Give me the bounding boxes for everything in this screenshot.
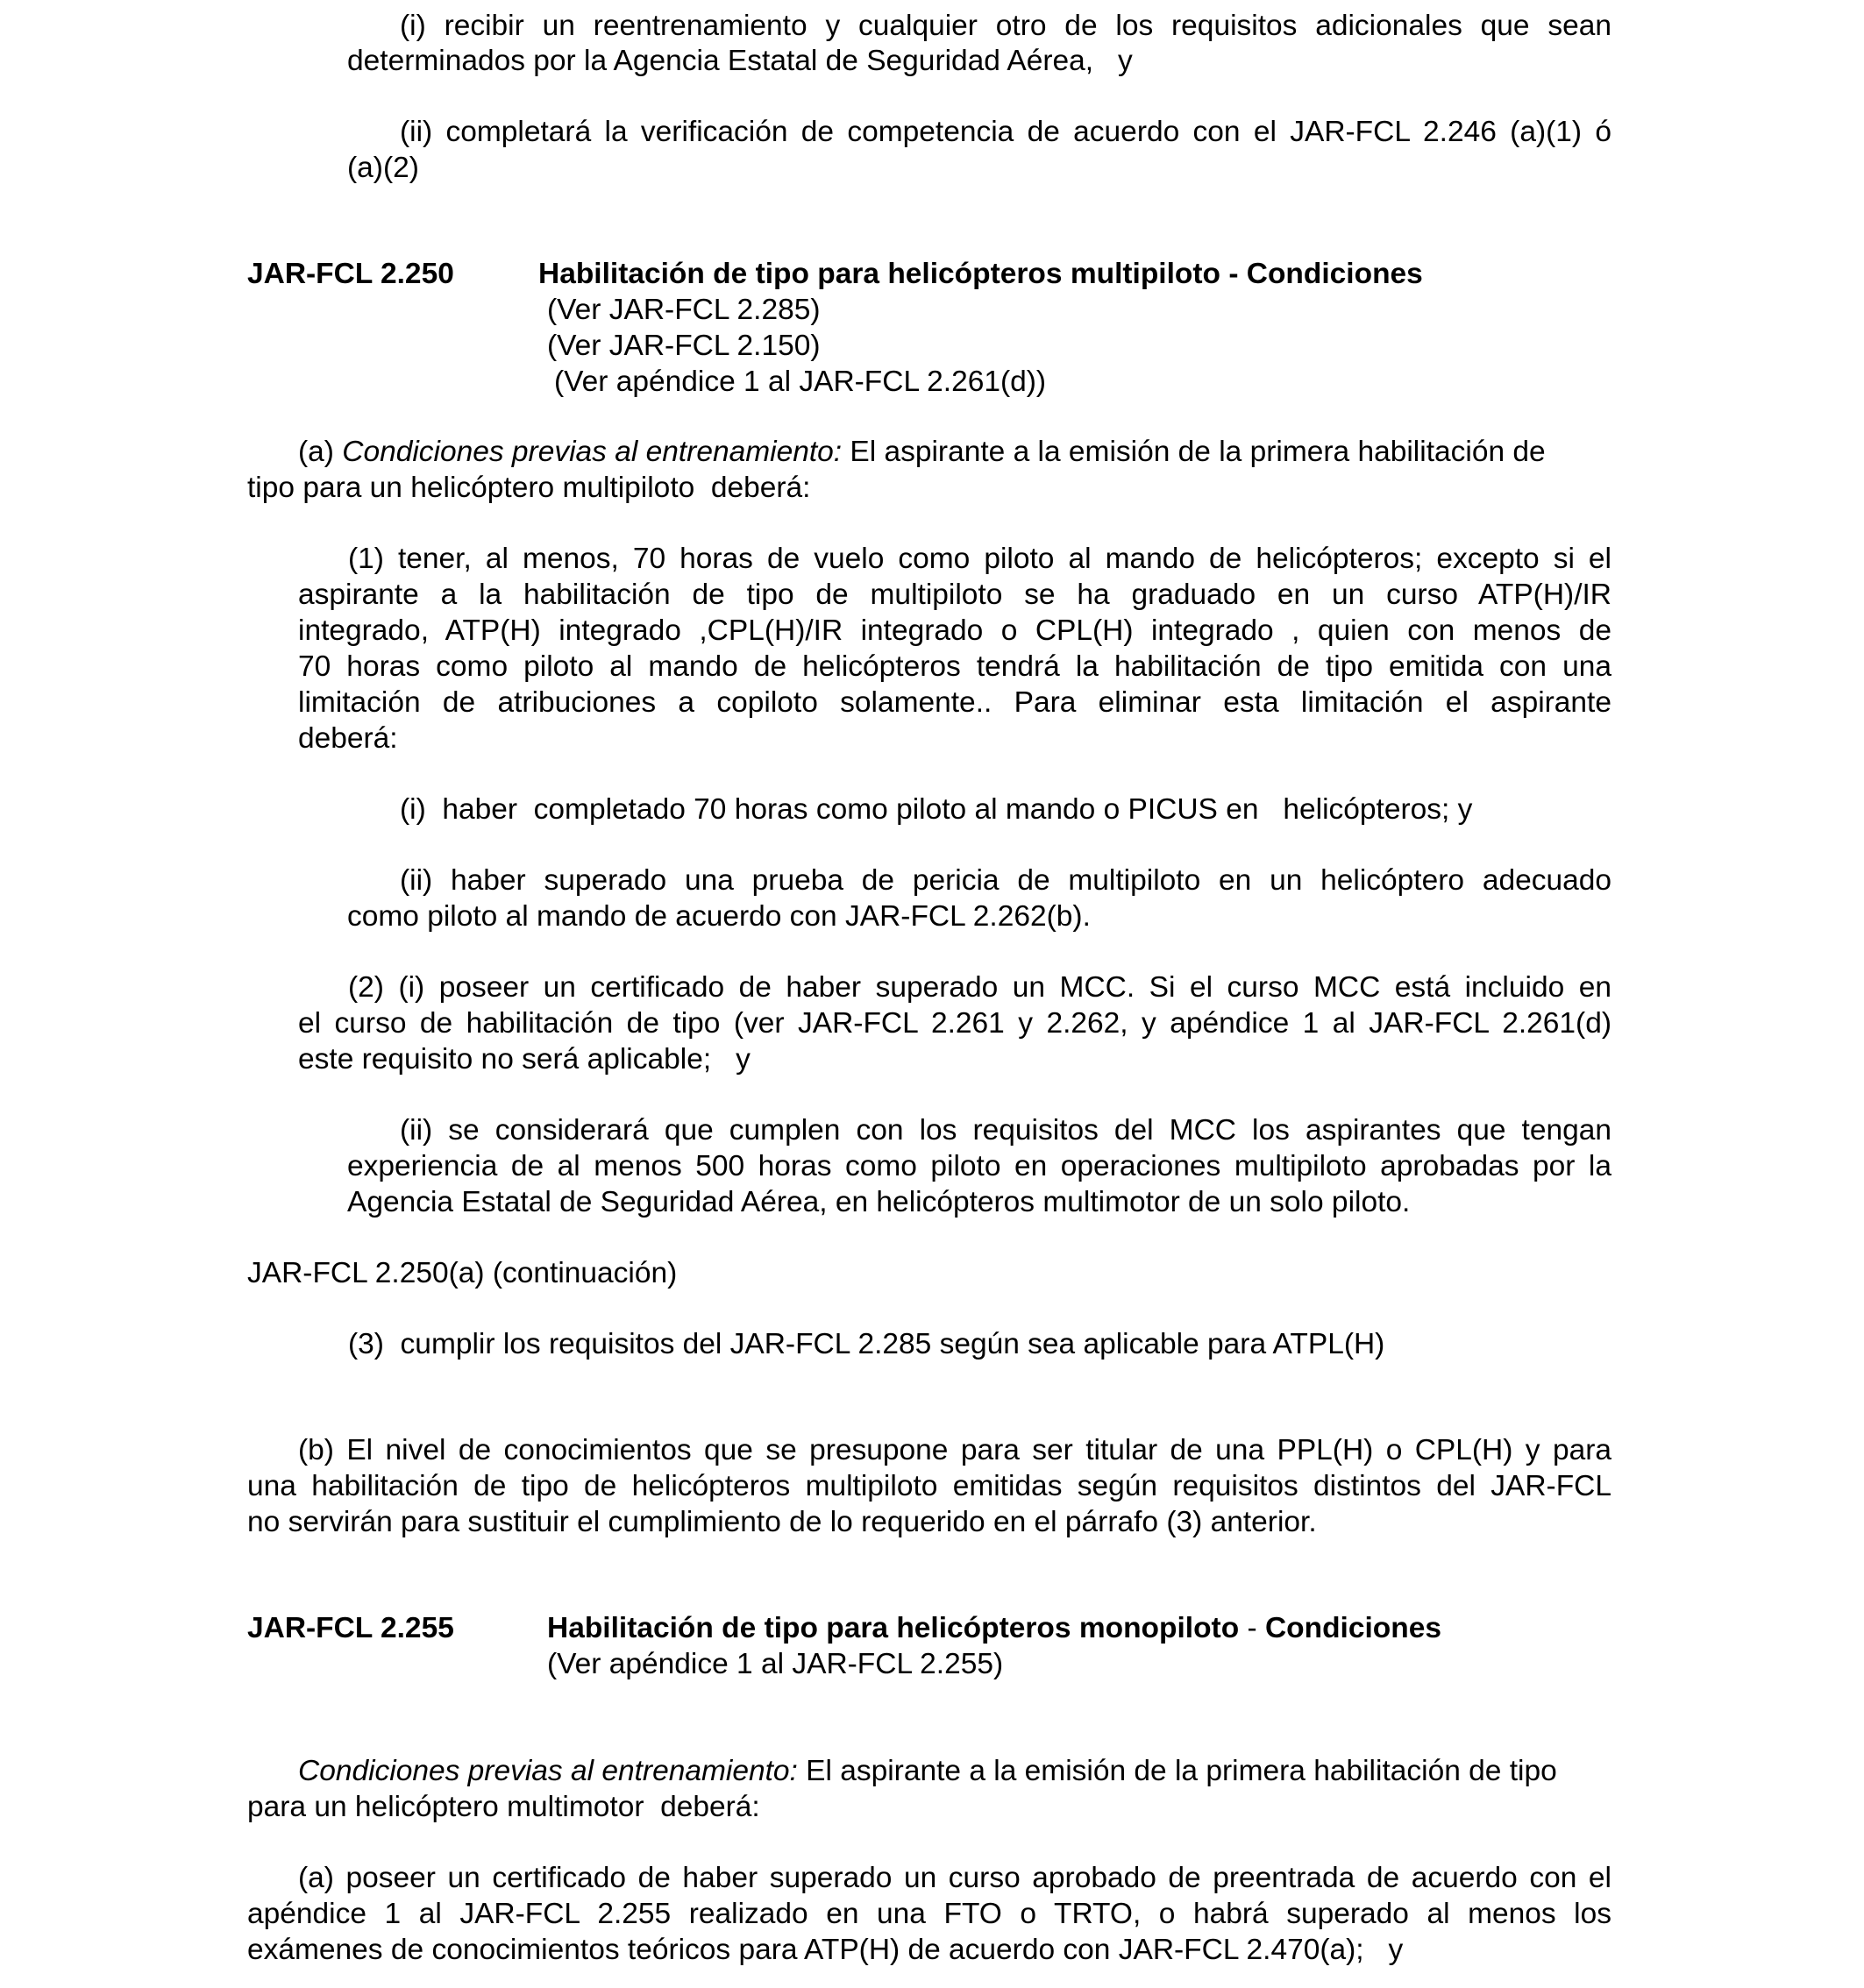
item-1-ii-line1: (ii) haber superado una prueba de pericia de multipiloto en un helicóptero adecuado — [400, 864, 1611, 897]
item-2-line: este requisito no será aplicable; y — [298, 1043, 751, 1076]
para-a-line2: tipo para un helicóptero multipiloto deberá: — [247, 472, 811, 504]
item-1-line: integrado, ATP(H) integrado ,CPL(H)/IR integrado o CPL(H) integrado , quien con menos de — [298, 614, 1611, 647]
s255-item-a-line: (a) poseer un certificado de haber superado un curso aprobado de preentrada de acuerdo con el — [298, 1862, 1611, 1894]
item-2-ii-line: (ii) se considerará que cumplen con los requisitos del MCC los aspirantes que tengan — [400, 1114, 1611, 1147]
item-1-line: aspirante a la habilitación de tipo de multipiloto se ha graduado en un curso ATP(H)/IR — [298, 579, 1611, 611]
continuation-header: JAR-FCL 2.250(a) (continuación) — [247, 1257, 678, 1289]
intro-line2: para un helicóptero multimotor deberá: — [247, 1791, 760, 1823]
prev-item-i-line2: determinados por la Agencia Estatal de Seguridad Aérea, y — [347, 45, 1133, 77]
item-2-ii-line: experiencia de al menos 500 horas como piloto en operaciones multipiloto aprobadas por la — [347, 1150, 1611, 1182]
para-a-italic-heading: Condiciones previas al entrenamiento: — [342, 436, 843, 468]
item-1-line: (1) tener, al menos, 70 horas de vuelo como piloto al mando de helicópteros; excepto si el — [348, 543, 1611, 575]
prev-item-i-line1: (i) recibir un reentrenamiento y cualquier otro de los requisitos adicionales que sean — [400, 10, 1611, 42]
item-1-i: (i) haber completado 70 horas como piloto al mando o PICUS en helicópteros; y — [400, 793, 1473, 826]
prev-item-ii-line1: (ii) completará la verificación de competencia de acuerdo con el JAR-FCL 2.246 (a)(1) ó — [400, 116, 1611, 148]
section-ref-appendix-2-261d: (Ver apéndice 1 al JAR-FCL 2.261(d)) — [554, 366, 1047, 398]
para-b-line: no servirán para sustituir el cumplimiento de lo requerido en el párrafo (3) anterior. — [247, 1506, 1317, 1538]
item-1-line: 70 horas como piloto al mando de helicópteros tendrá la habilitación de tipo emitida con una — [298, 650, 1611, 683]
para-b-line: una habilitación de tipo de helicópteros multipiloto emitidas según requisitos distintos del JAR-FCL — [247, 1470, 1611, 1502]
item-2-line: el curso de habilitación de tipo (ver JAR-FCL 2.261 y 2.262, y apéndice 1 al JAR-FCL 2.261(d) — [298, 1007, 1611, 1040]
section-ref-2-150: (Ver JAR-FCL 2.150) — [547, 330, 821, 362]
item-2-ii-line: Agencia Estatal de Seguridad Aérea, en helicópteros multimotor de un solo piloto. — [347, 1186, 1411, 1218]
section-ref-appendix-2-255: (Ver apéndice 1 al JAR-FCL 2.255) — [547, 1648, 1004, 1680]
section-title-2-255-end: Condiciones — [1264, 1612, 1441, 1644]
intro-italic-heading: Condiciones previas al entrenamiento: — [298, 1755, 798, 1787]
para-b-line: (b) El nivel de conocimientos que se presupone para ser titular de una PPL(H) o CPL(H) y para — [298, 1434, 1611, 1466]
item-3: (3) cumplir los requisitos del JAR-FCL 2.285 según sea aplicable para ATPL(H) — [348, 1328, 1385, 1360]
intro-text: El aspirante a la emisión de la primera habilitación de tipo — [797, 1755, 1557, 1787]
para-a-line1 — [298, 435, 1546, 470]
prev-item-ii-line2: (a)(2) — [347, 152, 419, 184]
s255-item-a-line: apéndice 1 al JAR-FCL 2.255 realizado en una FTO o TRTO, o habrá superado al menos los — [247, 1898, 1611, 1930]
section-title-2-255-sep: - — [1239, 1612, 1265, 1644]
section-title-2-255 — [547, 1611, 1441, 1646]
s255-item-a-line: exámenes de conocimientos teóricos para ATP(H) de acuerdo con JAR-FCL 2.470(a); y — [247, 1934, 1404, 1966]
para-a-text: El aspirante a la emisión de la primera habilitación de — [842, 436, 1546, 468]
section-title-2-255-main: Habilitación de tipo para helicópteros monopiloto — [547, 1612, 1240, 1644]
section-ref-2-285: (Ver JAR-FCL 2.285) — [547, 294, 821, 326]
item-2-line: (2) (i) poseer un certificado de haber superado un MCC. Si el curso MCC está incluido en — [348, 971, 1611, 1004]
para-a-label: (a) — [298, 436, 343, 468]
item-1-line: limitación de atribuciones a copiloto solamente.. Para eliminar esta limitación el aspirante — [298, 686, 1611, 719]
section-code-2-250: JAR-FCL 2.250 — [247, 258, 454, 290]
section-title-2-250: Habilitación de tipo para helicópteros multipiloto - Condiciones — [538, 258, 1423, 290]
item-1-ii-line2: como piloto al mando de acuerdo con JAR-FCL 2.262(b). — [347, 900, 1091, 933]
item-1-line: deberá: — [298, 722, 398, 755]
section-code-2-255: JAR-FCL 2.255 — [247, 1612, 454, 1644]
intro-line1 — [298, 1754, 1557, 1789]
